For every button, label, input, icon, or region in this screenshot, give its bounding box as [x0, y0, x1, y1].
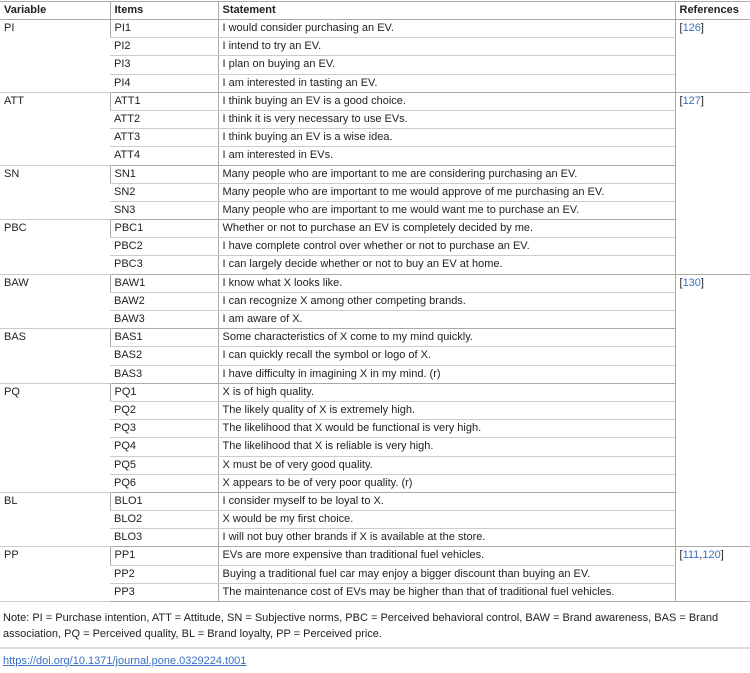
reference-link[interactable]: 111 — [682, 549, 700, 562]
item-code: BAW3 — [110, 311, 218, 329]
table-header-row — [0, 2, 750, 20]
item-code: PQ3 — [110, 420, 218, 438]
variable-cell: BL — [0, 492, 110, 547]
table-row — [0, 474, 750, 492]
statement: I am interested in tasting an EV. — [218, 74, 675, 92]
item-code: ATT2 — [110, 110, 218, 128]
statement: EVs are more expensive than traditional fuel vehicles. — [218, 547, 675, 565]
statement: I can recognize X among other competing brands. — [218, 292, 675, 310]
statement: Whether or not to purchase an EV is completely decided by me. — [218, 220, 675, 238]
variable-cell: SN — [0, 165, 110, 220]
item-code: PI3 — [110, 56, 218, 74]
table-row — [0, 56, 750, 74]
statement: The likelihood that X would be functional is very high. — [218, 420, 675, 438]
table-row — [0, 147, 750, 165]
table-row — [0, 511, 750, 529]
statement: Many people who are important to me are considering purchasing an EV. — [218, 165, 675, 183]
statement: X must be of very good quality. — [218, 456, 675, 474]
table-row — [0, 492, 750, 510]
table-row — [0, 383, 750, 401]
item-code: PQ1 — [110, 383, 218, 401]
table-row — [0, 547, 750, 565]
table-row — [0, 401, 750, 419]
header-statement: Statement — [218, 2, 675, 20]
table-row — [0, 256, 750, 274]
reference-link[interactable]: 127 — [682, 94, 701, 107]
statement: I will not buy other brands if X is available at the store. — [218, 529, 675, 547]
table-row — [0, 92, 750, 110]
statement: I would consider purchasing an EV. — [218, 20, 675, 38]
table-row — [0, 38, 750, 56]
item-code: BAW1 — [110, 274, 218, 292]
variable-cell: BAS — [0, 329, 110, 384]
header-items: Items — [110, 2, 218, 20]
statement: I have complete control over whether or not to purchase an EV. — [218, 238, 675, 256]
statement: The likely quality of X is extremely high. — [218, 401, 675, 419]
doi-link[interactable]: https://doi.org/10.1371/journal.pone.0329224.t001 — [3, 655, 247, 667]
item-code: PQ6 — [110, 474, 218, 492]
item-code: SN1 — [110, 165, 218, 183]
table-row — [0, 583, 750, 601]
item-code: PI1 — [110, 20, 218, 38]
statement: Buying a traditional fuel car may enjoy a bigger discount than buying an EV. — [218, 565, 675, 583]
statement: I am interested in EVs. — [218, 147, 675, 165]
variable-cell: PI — [0, 20, 110, 93]
statement: I think buying an EV is a good choice. — [218, 92, 675, 110]
variable-cell: PQ — [0, 383, 110, 492]
references-cell: [127] — [675, 92, 750, 274]
table-row — [0, 347, 750, 365]
item-code: ATT3 — [110, 129, 218, 147]
variable-cell: PP — [0, 547, 110, 602]
table-row — [0, 565, 750, 583]
table-row — [0, 238, 750, 256]
statement: Many people who are important to me would want me to purchase an EV. — [218, 201, 675, 219]
item-code: ATT4 — [110, 147, 218, 165]
table-note: Note: PI = Purchase intention, ATT = Attitude, SN = Subjective norms, PBC = Perceived behavioral control, BAW = Brand awareness, BAS = Brand association, PQ = Perceived quality, BL = Brand loyalty, PP = Perceived price. — [0, 602, 750, 649]
table-row — [0, 183, 750, 201]
statement: The likelihood that X is reliable is very high. — [218, 438, 675, 456]
item-code: PBC3 — [110, 256, 218, 274]
statement: I know what X looks like. — [218, 274, 675, 292]
statement: Many people who are important to me would approve of me purchasing an EV. — [218, 183, 675, 201]
item-code: ATT1 — [110, 92, 218, 110]
table-row — [0, 129, 750, 147]
reference-link[interactable]: 130 — [682, 276, 701, 289]
item-code: BLO1 — [110, 492, 218, 510]
references-cell: [130] — [675, 274, 750, 547]
item-code: BAS2 — [110, 347, 218, 365]
statement: I can quickly recall the symbol or logo of X. — [218, 347, 675, 365]
table-row — [0, 201, 750, 219]
item-code: BLO2 — [110, 511, 218, 529]
item-code: PQ2 — [110, 401, 218, 419]
statement: I intend to try an EV. — [218, 38, 675, 56]
item-code: BAW2 — [110, 292, 218, 310]
table-row — [0, 438, 750, 456]
variable-cell: ATT — [0, 92, 110, 165]
item-code: PBC1 — [110, 220, 218, 238]
item-code: PI2 — [110, 38, 218, 56]
table-row — [0, 365, 750, 383]
item-code: PI4 — [110, 74, 218, 92]
reference-link[interactable]: 120 — [702, 549, 721, 562]
item-code: SN2 — [110, 183, 218, 201]
table-row — [0, 456, 750, 474]
statement: Some characteristics of X come to my mind quickly. — [218, 329, 675, 347]
table-row — [0, 20, 750, 38]
references-cell: [111,120] — [675, 547, 750, 602]
item-code: BAS1 — [110, 329, 218, 347]
table-row — [0, 74, 750, 92]
item-code: PP1 — [110, 547, 218, 565]
statement: I plan on buying an EV. — [218, 56, 675, 74]
survey-items-table — [0, 1, 750, 602]
statement: I think buying an EV is a wise idea. — [218, 129, 675, 147]
references-cell: [126] — [675, 20, 750, 93]
variable-cell: BAW — [0, 274, 110, 329]
item-code: BAS3 — [110, 365, 218, 383]
table-row — [0, 311, 750, 329]
statement: X is of high quality. — [218, 383, 675, 401]
table-row — [0, 529, 750, 547]
item-code: PP3 — [110, 583, 218, 601]
item-code: SN3 — [110, 201, 218, 219]
statement: X would be my first choice. — [218, 511, 675, 529]
statement: X appears to be of very poor quality. (r) — [218, 474, 675, 492]
table-row — [0, 292, 750, 310]
statement: I consider myself to be loyal to X. — [218, 492, 675, 510]
statement: I think it is very necessary to use EVs. — [218, 110, 675, 128]
item-code: PBC2 — [110, 238, 218, 256]
statement: I can largely decide whether or not to buy an EV at home. — [218, 256, 675, 274]
reference-link[interactable]: 126 — [682, 22, 701, 34]
table-row — [0, 220, 750, 238]
table-row — [0, 110, 750, 128]
table-row — [0, 165, 750, 183]
table-row — [0, 420, 750, 438]
statement: The maintenance cost of EVs may be higher than that of traditional fuel vehicles. — [218, 583, 675, 601]
header-variable: Variable — [0, 2, 110, 20]
table-row — [0, 274, 750, 292]
table-row — [0, 329, 750, 347]
item-code: PQ4 — [110, 438, 218, 456]
statement: I have difficulty in imagining X in my mind. (r) — [218, 365, 675, 383]
variable-cell: PBC — [0, 220, 110, 275]
header-references: References — [675, 2, 750, 20]
item-code: BLO3 — [110, 529, 218, 547]
item-code: PQ5 — [110, 456, 218, 474]
statement: I am aware of X. — [218, 311, 675, 329]
item-code: PP2 — [110, 565, 218, 583]
